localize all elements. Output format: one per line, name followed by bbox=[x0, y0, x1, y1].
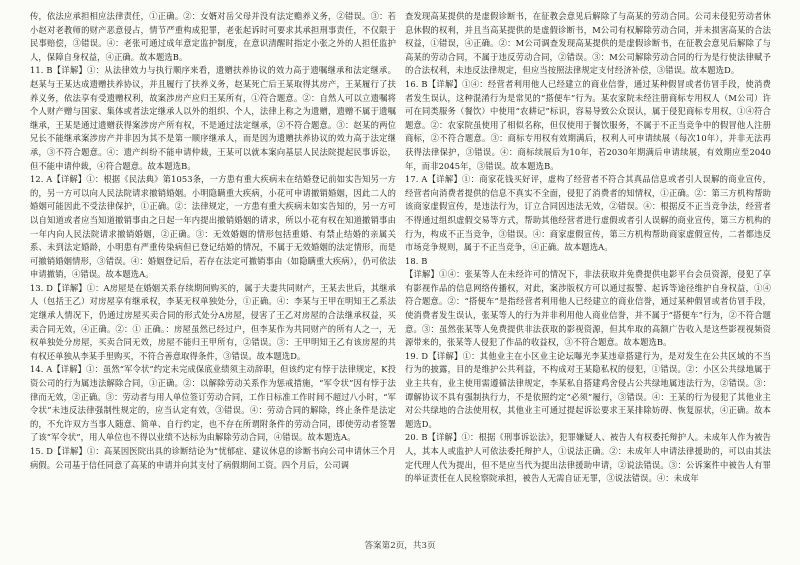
answer-paragraph: 20. B【详解】①：根据《刑事诉讼法》，犯罪嫌疑人、被告人有权委托辩护人。未成年人作为被告人，其本人或监护人可依法委托辩护人，①说法正确。②：未成年人申请法律援助的，可以由其法定代理人代为提出，但不是应当代为提出法律援助申请，②说法错误。③：公诉案件中被告人有罪的举证责任在人民检察院承担，被告人无需自证无罪，③说法错误。④：未成年 bbox=[405, 432, 771, 484]
answer-paragraph: 11. B【详解】①：从法律效力与执行顺序来看，遗赠扶养协议的效力高于遗嘱继承和法定继承。赵某与王某达成遗赠扶养协议，并且履行了扶养义务，赵某死亡后王某取得其房产，王某履行了扶养义务，依法享有受遗赠权利，故案涉房产应归王某所有，①符合题意。②：自然人可以立遗嘱将个人财产赠与国家、集体或者法定继承人以外的组织、个人，法律上称之为遗赠，遗赠不属于遗嘱继承，王某是通过遗赠获得案涉房产所有权，不是通过法定继承，②不符合题意。③：赵某的两位兄长不能继承案涉房产并非因为其不是第一顺序继承人，而是因为遗赠扶养协议的效力高于法定继承，③不符合题意。④：遗产纠纷不能申请仲裁，王某可以就本案向基层人民法院提起民事诉讼，但不能申请仲裁，④符合题意。故本题选B。 bbox=[30, 65, 396, 171]
left-column bbox=[30, 10, 396, 525]
answer-paragraph: 15. D【详解】①：高某因医院出具的诊断结论为“忧郁症、建议休息的诊断书向公司申请休三个月病假。公司基于信任同意了高某的申请并向其支付了病假期间工资。四个月后，公司调 bbox=[30, 446, 396, 470]
answer-paragraph: 19. D【详解】①：其他业主在小区业主论坛曝光李某违章搭建行为，是对发生在公共区域的不当行为的披露，目的是维护公共利益，不构成对王某隐私权的侵犯，①错误。②：小区公共绿地属于业主共有，业主使用需遵循法律规定，李某私自搭建鸡舍侵占公共绿地属违法行为，②错误。③：谭解协议不具有强制执行力，不是依照约定“必须”履行，③错误。④：王某的行为侵犯了其他业主对公共绿地的合法使用权，其他业主可通过提起诉讼要求王某排除妨碍、恢复原状，④正确。故本题选D。 bbox=[405, 350, 771, 429]
answer-paragraph: 16. B【详解】①④：经营者利用他人已经建立的商业信誉，通过某种假冒或者仿冒手段，使消费者发生误认，这种混淆行为是常见的“搭便车”行为。某农家院未经注册商标专用权人（M公司）许可在同类服务（餐饮）中使用“农耕记”标识，容易导致公众误认，属于侵犯商标专用权，①④符合题意。②：农家院虽使用了相似名称，但仅使用于餐饮服务，不属于不正当竞争中的假冒他人注册商标，②不符合题意。③：商标专用权有效期满后，权利人可申请续展（每次10年），并非无法再获得法律保护，③错误。④：商标续展后为10年，若2030年期满后申请续展，有效期应至2040年，而非2045年，③错误。故本题选B。 bbox=[405, 78, 771, 171]
page-footer: 答案第2页，共3页 bbox=[364, 541, 436, 551]
answer-paragraph: 【详解】①④：张某等人在未经许可的情况下，非法获取并免费提供电影平台会员资源，侵犯了享有影视作品的信息网络传播权，对此，案涉版权方可以通过报警、起诉等途径维护自身权益，①④符合题意。②：“搭便车”是指经营者利用他人已经建立的商业信誉，通过某种假冒或者仿冒手段，使消费者发生误认，张某等人的行为并非利用他人商业信誉，并不属于“搭便车”行为，②不符合题意。③：虽然张某等人免费提供非法获取的影视资源，但其牟取的高额广告收入是这些影视视频资源带来的，张某等人侵犯了作品的收益权，③不符合题意。故本题选B。 bbox=[405, 269, 771, 348]
answer-paragraph: 传，依法应承担相应法律责任，①正确。②：女婿对岳父母并没有法定赡养义务，②错误。③：若小赵对老教师的财产恶意侵占，情节严重构成犯罪，老张起诉时可要求其承担刑事责任，不仅限于民事赔偿，③错误。④：老张可通过成年意定监护制度，在意识清醒时指定小张之外的人担任监护人，保障自身权益，④正确。故本题选B。 bbox=[30, 11, 396, 62]
right-column bbox=[405, 10, 771, 525]
answer-paragraph: 14. A【详解】①：虽然“军令状”约定未完成保底业绩须主动辞职，但该约定有悖于法律规定，K投资公司的行为属违法解除合同，①正确。②：以解除劳动关系作为惩戒措施，“军令状”因有悖于法律而无效，②正确。③：劳动者与用人单位签订劳动合同，工作日标准工作时间不超过八小时，“军令状”未违反法律强制性规定的，应当认定有效，③错误。④：劳动合同的解除，终止条件是法定的，不允许双方当事人随意、简单、自行约定，也不存在所谓附条件的劳动合同，即使劳动者签署了该“军令状”，用人单位也不得以业绩不达标为由解除劳动合同，④错误。故本题选A。 bbox=[30, 364, 396, 443]
answer-paragraph: 查发现高某提供的是虚假诊断书，在征教会意见后解除了与高某的劳动合同。公司未侵犯劳动者休息休假的权利，并且当高某提供的是虚假诊断书，M公司有权解除劳动合同，并未损害高某的合法权益，①错误，④正确。②：M公司调查发现高某提供的是虚假诊断书，在征教会意见后解除了与高某的劳动合同，不属于违反劳动合同，②错误。③：M公司解除劳动合同的行为是行使法律赋予的合法权利，未违反法律规定，但应当按照法律规定支付经济补偿，③错误。故本题选D。 bbox=[405, 11, 771, 76]
answer-paragraph: 17. A【详解】①：商家花钱买好评，虚构了经营者不符合其真品信息或者引人误解的商业宣传，经营者向消费者提供的信息不真实不全面，侵犯了消费者的知情权，①正确。②：第三方机构帮助该商家虚假宣传，是违法行为，订立合同因违法无效，②错误。④：根据反不正当竞争法，经营者不得通过组织虚假交易等方式，帮助其他经营者进行虚假或者引人误解的商业宣传，第三方机构的行为，构成不正当竞争，③错误。④：商家虚假宣传，第三方机构帮助商家虚假宣传，二者都违反市场竞争规则，属于不正当竞争，④正确。故本题选A。 bbox=[405, 174, 771, 253]
answer-paragraph: 18. B bbox=[405, 255, 428, 266]
answer-paragraph: 13. D【详解】①：A房屋是在婚姻关系存续期间购买的，属于夫妻共同财产，王某去世后，其继承人（包括王乙）对房屋享有继承权，李某无权单独处分，①正确。④：李某与王甲在明知王乙系法定继承人情况下，仍通过房屋买卖合同的形式处分A房屋，侵害了王乙对房屋的合法继承权益，买卖合同无效，④正确。②：① 正确。：房屋虽然已经过户，但李某作为共同财产的所有人之一，无权单独处分房屋，买卖合同无效，房屋不能归王甲所有，②错误。③：王甲明知王乙有该房屋的共有权还单独从李某手里购买，不符合善意取得条件，③错误。故本题选D。 bbox=[30, 282, 396, 361]
answer-paragraph: 12. A【详解】①：根据《民法典》第1053条，一方患有重大疾病未在结婚登记前如实告知另一方的，另一方可以向人民法院请求撤销婚姻。小明隐瞒重大疾病，小花可申请撤销婚姻，因此二人的婚姻可能因此不受法律保护，①正确。②：法律规定，一方患有重大疾病未如实告知的，另一方可以自知道或者应当知道撤销事由之日起一年内提出撤销婚姻的请求，所以小花有权在知道撤销事由一年内向人民法院请求撤销婚姻，②正确。③：无效婚姻的情形包括重婚、有禁止结婚的亲属关系、未到法定婚龄，小明患有严重传染病但已登记结婚的情况，不属于无效婚姻的法定情形，而是可撤销婚姻情形，③错误。④：婚姻登记后，若存在法定可撤销事由（如隐瞒重大疾病），仍可依法申请撤销，④错误。故本题选A。 bbox=[30, 174, 396, 280]
